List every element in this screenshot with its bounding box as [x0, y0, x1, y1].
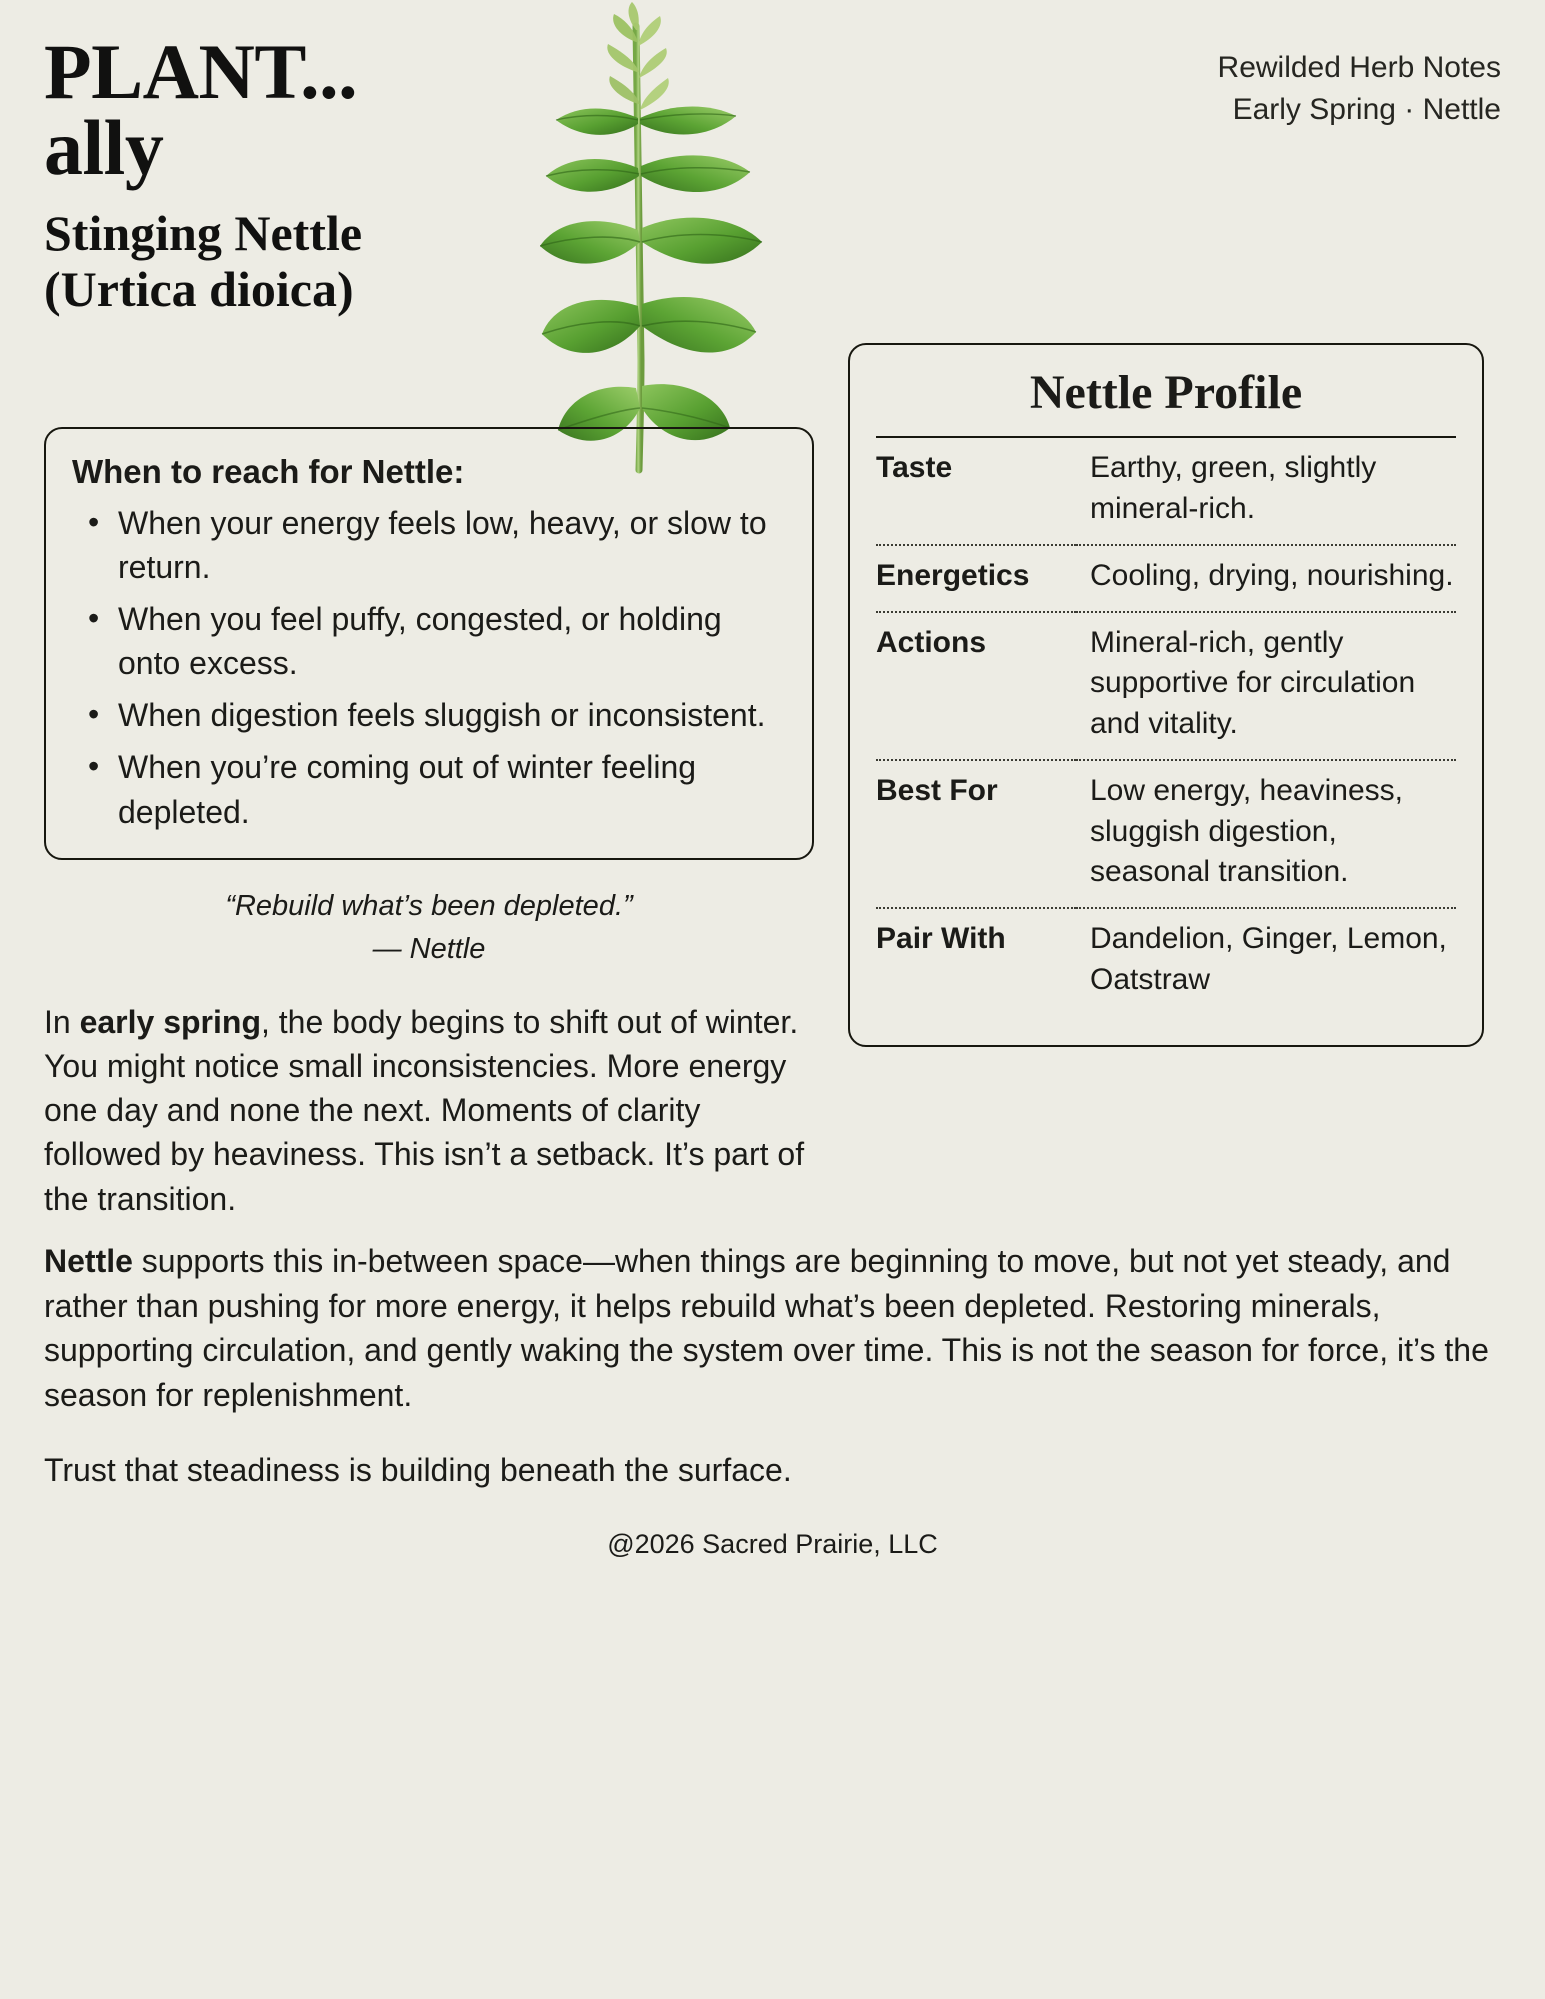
- profile-row-value: Mineral-rich, gently supportive for circulation and vitality.: [1076, 612, 1456, 760]
- profile-row-value: Dandelion, Ginger, Lemon, Oatstraw: [1076, 908, 1456, 1015]
- brand-title-line-2: ally: [44, 103, 164, 191]
- plant-common-name: Stinging Nettle: [44, 205, 363, 262]
- left-paragraph-post: , the body begins to shift out of winter. You might notice small inconsistencies. More energy one day and none the next. Moments of clarity followed by heaviness. This isn’t a setback. It’s part of the transition.: [44, 1004, 805, 1217]
- right-column: [848, 335, 1484, 1047]
- profile-row-key: Taste: [876, 437, 1076, 545]
- profile-card-title: Nettle Profile: [1029, 366, 1303, 420]
- profile-row-value: Low energy, heaviness, sluggish digestion, seasonal transition.: [1076, 760, 1456, 908]
- bottom-block: [44, 1239, 1501, 1560]
- table-row: [876, 437, 1456, 545]
- table-row: [876, 545, 1456, 612]
- profile-row-key: Best For: [876, 760, 1076, 908]
- left-paragraph-bold: early spring: [79, 1004, 261, 1040]
- table-row: [876, 612, 1456, 760]
- profile-row-key: Pair With: [876, 908, 1076, 1015]
- quote-text: “Rebuild what’s been depleted.”: [225, 889, 633, 922]
- profile-row-key: Energetics: [876, 545, 1076, 612]
- callout-list: [72, 501, 786, 834]
- table-row: [876, 760, 1456, 908]
- list-item: • When you’re coming out of winter feeling depleted.: [72, 745, 786, 833]
- pull-quote: [44, 886, 814, 970]
- quote-attribution: — Nettle: [372, 932, 486, 965]
- title-block: [44, 28, 604, 318]
- plant-name: [44, 205, 604, 317]
- profile-row-value: Cooling, drying, nourishing.: [1076, 545, 1456, 612]
- list-item: • When your energy feels low, heavy, or slow to return.: [72, 501, 786, 589]
- list-item: • When digestion feels sluggish or inconsistent.: [72, 693, 786, 737]
- profile-row-value: Earthy, green, slightly mineral-rich.: [1076, 437, 1456, 545]
- footer-copyright: @2026 Sacred Prairie, LLC: [607, 1528, 938, 1559]
- left-paragraph-pre: In: [44, 1004, 80, 1040]
- full-paragraph-post: supports this in-between space—when things are beginning to move, but not yet steady, and rather than pushing for more energy, it helps rebuild what’s been depleted. Restoring minerals, supporting circulation, and gently waking the system over time. This is not the season for force, it’s the season for replenishment.: [44, 1242, 1489, 1414]
- page-header: [44, 0, 1501, 317]
- callout-title: When to reach for Nettle:: [72, 453, 465, 491]
- header-meta: [1071, 34, 1501, 129]
- table-row: [876, 908, 1456, 1015]
- full-paragraph-bold: Nettle: [44, 1242, 133, 1279]
- left-body-paragraph: [44, 1000, 814, 1221]
- profile-table: [876, 436, 1456, 1015]
- list-item: • When you feel puffy, congested, or holding onto excess.: [72, 597, 786, 685]
- plant-latin-name: (Urtica dioica): [44, 261, 354, 318]
- left-column: [44, 335, 814, 1220]
- full-width-paragraph: [44, 1239, 1501, 1418]
- main-columns: [44, 335, 1501, 1220]
- header-meta-line-1: Rewilded Herb Notes: [1217, 51, 1501, 84]
- when-to-reach-callout: [44, 427, 814, 859]
- nettle-profile-card: [848, 343, 1484, 1047]
- header-meta-line-2: Early Spring · Nettle: [1232, 92, 1501, 126]
- brand-title-line-1: PLANT...: [44, 28, 358, 115]
- trust-paragraph: Trust that steadiness is building beneath the surface.: [44, 1451, 792, 1488]
- brand-title: [44, 28, 604, 191]
- profile-row-key: Actions: [876, 612, 1076, 760]
